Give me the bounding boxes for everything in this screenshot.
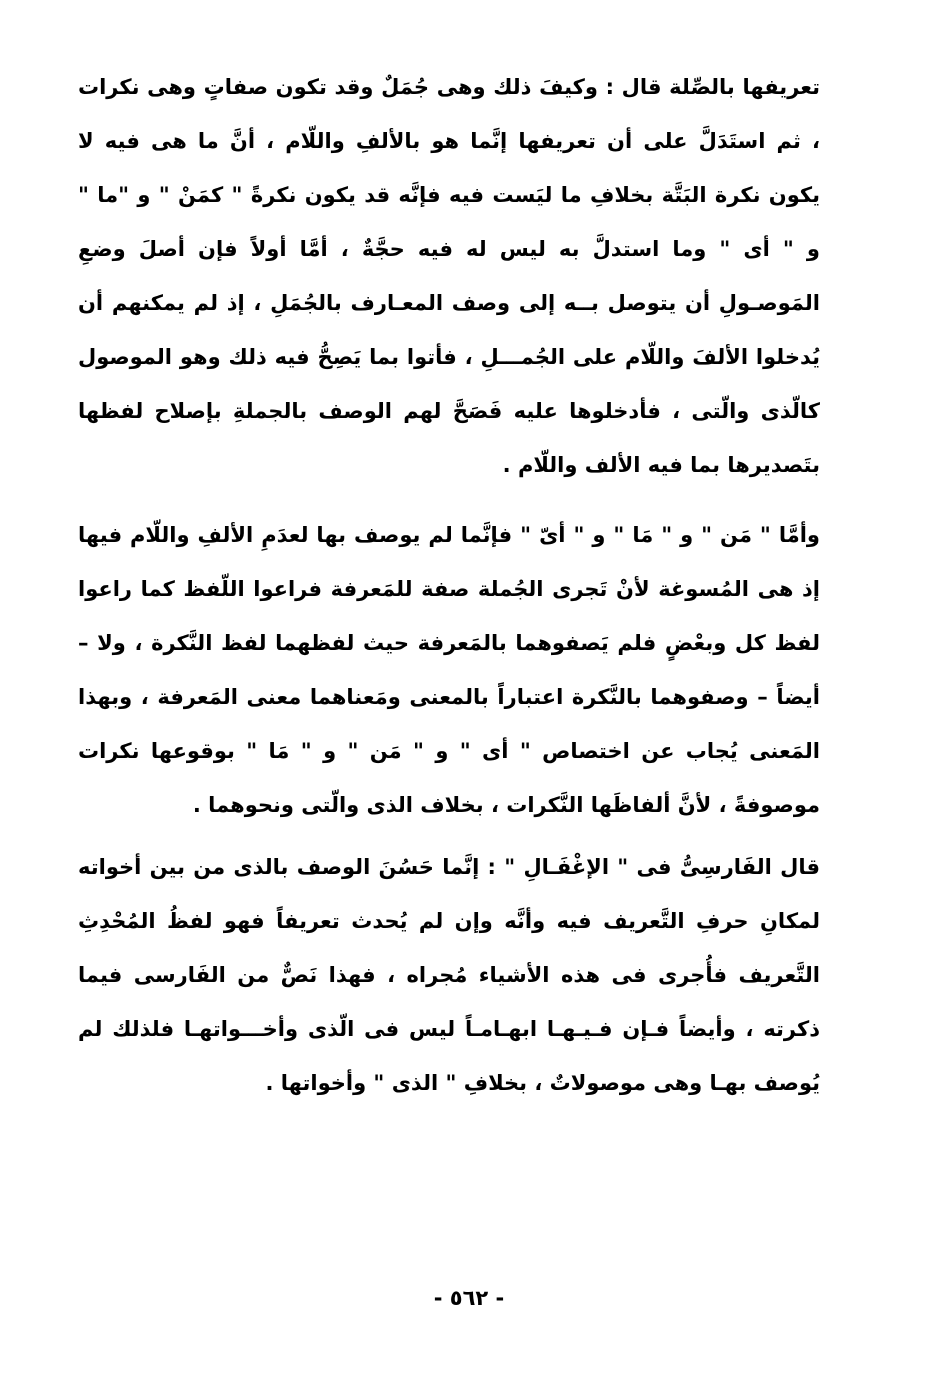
page-number: - ٥٦٢ -	[433, 1286, 505, 1310]
paragraph-2: وأمَّا " مَن " و " مَا " و " أىّ " فإنَّما لم يوصف بها لعدَمِ الألفِ واللّام فيها إذ هى المُسوغة لأنْ تَجرى الجُملة صفة للمَعرفة فراعوا اللّفظ كما راعوا لفظ كل وبعْضٍ فلم يَصفوهما بالمَعرفة حيث لفظهما لفظ النَّكرة ، ولا – أيضاً – وصفوهما بالنَّكرة اعتباراً بالمعنى ومَعناهما معنى المَعرفة ، وبهذا المَعنى يُجاب عن اختصاص " أى " و " مَن " و " مَا " بوقوعها نكرات موصوفةً ، لأنَّ ألفاظَها النَّكرات ، بخلاف الذى والّتى ونحوهما .	[78, 523, 820, 817]
paragraph-3: قال الفَارسِىُّ فى " الإغْفَـالِ " : إنَّما حَسُنَ الوصف بالذى من بين أخواته لمكانِ حرفِ التَّعريف فيه وأنَّه وإن لم يُحدث تعريفاً فهو لفظُ المُحْدِثِ التَّعريف فأُجرى فى هذه الأشياء مُجراه ، فهذا نَصٌّ من الفَارسى فيما ذكرته ، وأيضاً فـإن فـيـهـا ابهـامـاً ليس فى الّذى وأخـــواتهـا فلذلك لم يُوصف بهـا وهى موصولاتٌ ، بخلافِ " الذى " وأخواتها .	[78, 855, 820, 1095]
document-page	[78, 60, 820, 1110]
paragraph-1: تعريفها بالصِّلة قال : وكيفَ ذلك وهى جُمَلٌ وقد تكون صفاتٍ وهى نكرات ، ثم استَدَلَّ على أن تعريفها إنَّما هو بالألفِ واللّام ، أنَّ ما هى فيه لا يكون نكرة البَتَّة بخلافِ ما ليَست فيه فإنَّه قد يكون نكرةً " كمَنْ " و "ما " و " أى " وما استدلَّ به ليس له فيه حجَّةٌ ، أمَّا أولاً فإن أصلَ وضعِ المَوصـولِ أن يتوصل بــه إلى وصف المعـارف بالجُمَلِ ، إذ لم يمكنهم أن يُدخلوا الألفَ واللّام على الجُمـــلِ ، فأتوا بما يَصِحُّ فيه ذلك وهو الموصول كالّذى والّتى ، فأدخلوها عليه فَصَحَّ لهم الوصف بالجملةِ بإصلاح لفظها بتَصديرها بما فيه الألف واللّام .	[78, 75, 820, 477]
